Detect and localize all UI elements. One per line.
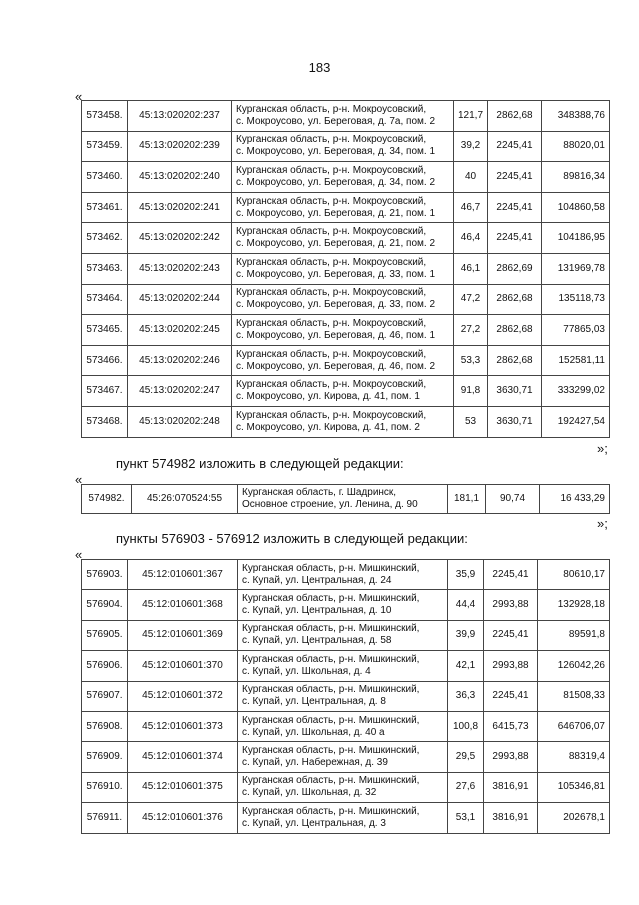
table-row <box>82 131 610 162</box>
address-line-1: Курганская область, р-н. Мокроусовский, <box>236 256 427 268</box>
address-line-2: с. Купай, ул. Центральная, д. 3 <box>242 817 386 829</box>
table-row <box>82 376 610 407</box>
area-value-cell: 53,1 <box>448 803 484 833</box>
address-line-2: с. Мокроусово, ул. Береговая, д. 46, пом. 2 <box>236 360 436 372</box>
address-line-1: Курганская область, р-н. Мокроусовский, <box>236 348 427 360</box>
price-per-sqm-cell: 2245,41 <box>484 620 538 650</box>
cadastral-cost-cell: 131969,78 <box>542 253 610 284</box>
table-row <box>82 162 610 193</box>
cadastral-number-cell: 45:13:020202:240 <box>128 162 232 193</box>
row-number-cell: 573464. <box>82 284 128 315</box>
address-line-2: с. Мокроусово, ул. Береговая, д. 34, пом. 2 <box>236 176 436 188</box>
address-line-1: Курганская область, р-н. Мокроусовский, <box>236 103 427 115</box>
address-line-2: с. Мокроусово, ул. Кирова, д. 41, пом. 2 <box>236 421 420 433</box>
table-row <box>82 803 610 833</box>
address-cell <box>238 590 448 620</box>
table-row <box>82 192 610 223</box>
table-row <box>82 315 610 346</box>
price-per-sqm-cell: 2993,88 <box>484 742 538 772</box>
address-line-2: с. Купай, ул. Центральная, д. 10 <box>242 605 392 617</box>
row-number-cell: 573460. <box>82 162 128 193</box>
address-line-2: с. Купай, ул. Набережная, д. 39 <box>242 757 388 769</box>
cadastral-cost-cell: 81508,33 <box>538 681 610 711</box>
cadastral-cost-cell: 104860,58 <box>542 192 610 223</box>
address-cell <box>238 560 448 590</box>
cadastral-number-cell: 45:12:010601:367 <box>128 560 238 590</box>
price-per-sqm-cell: 3816,91 <box>484 772 538 802</box>
address-line-2: с. Мокроусово, ул. Береговая, д. 33, пом. 1 <box>236 268 436 280</box>
cadastral-cost-cell: 77865,03 <box>542 315 610 346</box>
area-value-cell: 27,6 <box>448 772 484 802</box>
address-line-1: Курганская область, р-н. Мокроусовский, <box>236 195 427 207</box>
address-cell <box>232 162 454 193</box>
address-line-2: с. Купай, ул. Центральная, д. 8 <box>242 696 386 708</box>
row-number-cell: 573465. <box>82 315 128 346</box>
area-value-cell: 100,8 <box>448 711 484 741</box>
cadastral-number-cell: 45:26:070524:55 <box>132 485 238 514</box>
cadastral-number-cell: 45:13:020202:241 <box>128 192 232 223</box>
area-value-cell: 44,4 <box>448 590 484 620</box>
price-per-sqm-cell: 3816,91 <box>484 803 538 833</box>
price-per-sqm-cell: 2245,41 <box>484 681 538 711</box>
cadastral-cost-cell: 88319,4 <box>538 742 610 772</box>
cadastral-cost-cell: 16 433,29 <box>540 485 610 514</box>
address-line-1: Курганская область, р-н. Мокроусовский, <box>236 409 427 421</box>
cadastral-number-cell: 45:13:020202:244 <box>128 284 232 315</box>
cadastral-number-cell: 45:13:020202:248 <box>128 406 232 437</box>
area-value-cell: 40 <box>454 162 488 193</box>
address-line-1: Курганская область, р-н. Мокроусовский, <box>236 226 427 238</box>
price-per-sqm-cell: 2245,41 <box>488 131 542 162</box>
price-per-sqm-cell: 2245,41 <box>488 223 542 254</box>
address-line-2: с. Мокроусово, ул. Береговая, д. 21, пом. 1 <box>236 207 436 219</box>
cadastral-number-cell: 45:13:020202:237 <box>128 101 232 132</box>
row-number-cell: 573458. <box>82 101 128 132</box>
cadastral-number-cell: 45:13:020202:243 <box>128 253 232 284</box>
row-number-cell: 576904. <box>82 590 128 620</box>
address-cell <box>232 376 454 407</box>
cadastral-cost-cell: 646706,07 <box>538 711 610 741</box>
row-number-cell: 576910. <box>82 772 128 802</box>
cadastral-number-cell: 45:12:010601:372 <box>128 681 238 711</box>
price-per-sqm-cell: 2862,68 <box>488 101 542 132</box>
address-line-1: Курганская область, р-н. Мишкинский, <box>242 684 420 696</box>
property-table-3 <box>81 559 610 834</box>
area-value-cell: 39,9 <box>448 620 484 650</box>
table-row <box>82 253 610 284</box>
address-line-2: Основное строение, ул. Ленина, д. 90 <box>242 499 418 510</box>
address-cell <box>232 345 454 376</box>
cadastral-cost-cell: 126042,26 <box>538 651 610 681</box>
cadastral-cost-cell: 333299,02 <box>542 376 610 407</box>
page-number: 183 <box>308 60 331 75</box>
cadastral-number-cell: 45:13:020202:245 <box>128 315 232 346</box>
cadastral-number-cell: 45:13:020202:239 <box>128 131 232 162</box>
table-row <box>82 681 610 711</box>
table-row <box>82 406 610 437</box>
address-cell <box>238 651 448 681</box>
address-line-1: Курганская область, р-н. Мишкинский, <box>242 745 420 757</box>
area-value-cell: 121,7 <box>454 101 488 132</box>
row-number-cell: 576908. <box>82 711 128 741</box>
price-per-sqm-cell: 2862,69 <box>488 253 542 284</box>
area-value-cell: 42,1 <box>448 651 484 681</box>
row-number-cell: 574982. <box>82 485 132 514</box>
cadastral-cost-cell: 192427,54 <box>542 406 610 437</box>
address-line-2: с. Мокроусово, ул. Кирова, д. 41, пом. 1 <box>236 391 420 403</box>
table-row <box>82 651 610 681</box>
address-line-1: Курганская область, р-н. Мишкинский, <box>242 593 420 605</box>
area-value-cell: 39,2 <box>454 131 488 162</box>
address-cell <box>232 131 454 162</box>
cadastral-number-cell: 45:13:020202:242 <box>128 223 232 254</box>
cadastral-number-cell: 45:13:020202:247 <box>128 376 232 407</box>
price-per-sqm-cell: 2245,41 <box>484 560 538 590</box>
open-quote: « <box>75 547 83 562</box>
address-line-2: с. Мокроусово, ул. Береговая, д. 21, пом. 2 <box>236 238 436 250</box>
cadastral-cost-cell: 348388,76 <box>542 101 610 132</box>
address-cell <box>232 406 454 437</box>
area-value-cell: 53,3 <box>454 345 488 376</box>
area-value-cell: 27,2 <box>454 315 488 346</box>
amendment-paragraph-1: пункт 574982 изложить в следующей редакции: <box>116 456 404 471</box>
row-number-cell: 573462. <box>82 223 128 254</box>
address-cell <box>238 620 448 650</box>
cadastral-number-cell: 45:12:010601:369 <box>128 620 238 650</box>
cadastral-cost-cell: 104186,95 <box>542 223 610 254</box>
row-number-cell: 573467. <box>82 376 128 407</box>
cadastral-number-cell: 45:12:010601:376 <box>128 803 238 833</box>
table-row <box>82 223 610 254</box>
table-row <box>82 590 610 620</box>
table-body <box>82 101 610 438</box>
table-row <box>82 742 610 772</box>
row-number-cell: 573468. <box>82 406 128 437</box>
address-line-1: Курганская область, р-н. Мокроусовский, <box>236 379 427 391</box>
area-value-cell: 29,5 <box>448 742 484 772</box>
row-number-cell: 576907. <box>82 681 128 711</box>
close-quote: »; <box>597 516 608 531</box>
address-cell <box>232 315 454 346</box>
table-row <box>82 345 610 376</box>
address-line-2: с. Мокроусово, ул. Береговая, д. 33, пом. 2 <box>236 299 436 311</box>
row-number-cell: 573466. <box>82 345 128 376</box>
address-cell <box>232 253 454 284</box>
cadastral-cost-cell: 202678,1 <box>538 803 610 833</box>
price-per-sqm-cell: 90,74 <box>486 485 540 514</box>
cadastral-cost-cell: 135118,73 <box>542 284 610 315</box>
price-per-sqm-cell: 2245,41 <box>488 192 542 223</box>
property-table-2 <box>81 484 610 514</box>
area-value-cell: 35,9 <box>448 560 484 590</box>
row-number-cell: 576905. <box>82 620 128 650</box>
address-line-1: Курганская область, р-н. Мокроусовский, <box>236 134 427 146</box>
table-row <box>82 485 610 514</box>
address-cell <box>238 485 448 514</box>
amendment-paragraph-2: пункты 576903 - 576912 изложить в следующей редакции: <box>116 531 468 546</box>
cadastral-cost-cell: 105346,81 <box>538 772 610 802</box>
address-line-2: с. Купай, ул. Центральная, д. 58 <box>242 635 392 647</box>
table-row <box>82 620 610 650</box>
address-line-1: Курганская область, р-н. Мокроусовский, <box>236 317 427 329</box>
row-number-cell: 576909. <box>82 742 128 772</box>
price-per-sqm-cell: 3630,71 <box>488 406 542 437</box>
price-per-sqm-cell: 2993,88 <box>484 590 538 620</box>
address-line-2: с. Купай, ул. Центральная, д. 24 <box>242 574 392 586</box>
cadastral-number-cell: 45:13:020202:246 <box>128 345 232 376</box>
close-quote: »; <box>597 441 608 456</box>
area-value-cell: 91,8 <box>454 376 488 407</box>
address-line-1: Курганская область, р-н. Мокроусовский, <box>236 164 427 176</box>
address-line-2: с. Мокроусово, ул. Береговая, д. 7а, пом. 2 <box>236 115 436 127</box>
address-line-1: Курганская область, р-н. Мишкинский, <box>242 653 420 665</box>
row-number-cell: 576911. <box>82 803 128 833</box>
address-line-1: Курганская область, р-н. Мишкинский, <box>242 714 420 726</box>
address-cell <box>238 772 448 802</box>
price-per-sqm-cell: 2245,41 <box>488 162 542 193</box>
address-line-1: Курганская область, р-н. Мишкинский, <box>242 805 420 817</box>
cadastral-number-cell: 45:12:010601:370 <box>128 651 238 681</box>
row-number-cell: 573459. <box>82 131 128 162</box>
row-number-cell: 576903. <box>82 560 128 590</box>
address-cell <box>232 192 454 223</box>
area-value-cell: 46,1 <box>454 253 488 284</box>
table-body <box>82 485 610 514</box>
area-value-cell: 46,7 <box>454 192 488 223</box>
row-number-cell: 573461. <box>82 192 128 223</box>
open-quote: « <box>75 89 83 104</box>
price-per-sqm-cell: 2862,68 <box>488 284 542 315</box>
cadastral-cost-cell: 89816,34 <box>542 162 610 193</box>
price-per-sqm-cell: 2993,88 <box>484 651 538 681</box>
cadastral-number-cell: 45:12:010601:374 <box>128 742 238 772</box>
property-table-1 <box>81 100 610 438</box>
address-cell <box>232 223 454 254</box>
cadastral-cost-cell: 88020,01 <box>542 131 610 162</box>
table-row <box>82 772 610 802</box>
address-line-1: Курганская область, р-н. Мишкинский, <box>242 562 420 574</box>
price-per-sqm-cell: 2862,68 <box>488 315 542 346</box>
cadastral-cost-cell: 89591,8 <box>538 620 610 650</box>
area-value-cell: 46,4 <box>454 223 488 254</box>
address-line-2: с. Купай, ул. Школьная, д. 32 <box>242 787 377 799</box>
address-cell <box>232 284 454 315</box>
address-cell <box>238 681 448 711</box>
row-number-cell: 573463. <box>82 253 128 284</box>
address-cell <box>238 742 448 772</box>
area-value-cell: 53 <box>454 406 488 437</box>
address-cell <box>238 803 448 833</box>
address-line-1: Курганская область, р-н. Мокроусовский, <box>236 287 427 299</box>
price-per-sqm-cell: 6415,73 <box>484 711 538 741</box>
address-cell <box>232 101 454 132</box>
table-row <box>82 101 610 132</box>
area-value-cell: 47,2 <box>454 284 488 315</box>
cadastral-cost-cell: 80610,17 <box>538 560 610 590</box>
table-row <box>82 560 610 590</box>
table-row <box>82 284 610 315</box>
address-cell <box>238 711 448 741</box>
cadastral-number-cell: 45:12:010601:368 <box>128 590 238 620</box>
address-line-2: с. Купай, ул. Школьная, д. 4 <box>242 665 371 677</box>
area-value-cell: 181,1 <box>448 485 486 514</box>
cadastral-cost-cell: 152581,11 <box>542 345 610 376</box>
address-line-1: Курганская область, р-н. Мишкинский, <box>242 623 420 635</box>
row-number-cell: 576906. <box>82 651 128 681</box>
table-body <box>82 560 610 834</box>
table-row <box>82 711 610 741</box>
address-line-1: Курганская область, р-н. Мишкинский, <box>242 775 420 787</box>
price-per-sqm-cell: 3630,71 <box>488 376 542 407</box>
address-line-2: с. Мокроусово, ул. Береговая, д. 34, пом. 1 <box>236 146 436 158</box>
cadastral-number-cell: 45:12:010601:373 <box>128 711 238 741</box>
cadastral-cost-cell: 132928,18 <box>538 590 610 620</box>
cadastral-number-cell: 45:12:010601:375 <box>128 772 238 802</box>
address-line-2: с. Купай, ул. Школьная, д. 40 а <box>242 726 385 738</box>
address-line-1: Курганская область, г. Шадринск, <box>242 487 397 498</box>
address-line-2: с. Мокроусово, ул. Береговая, д. 46, пом. 1 <box>236 329 436 341</box>
area-value-cell: 36,3 <box>448 681 484 711</box>
open-quote: « <box>75 472 83 487</box>
price-per-sqm-cell: 2862,68 <box>488 345 542 376</box>
